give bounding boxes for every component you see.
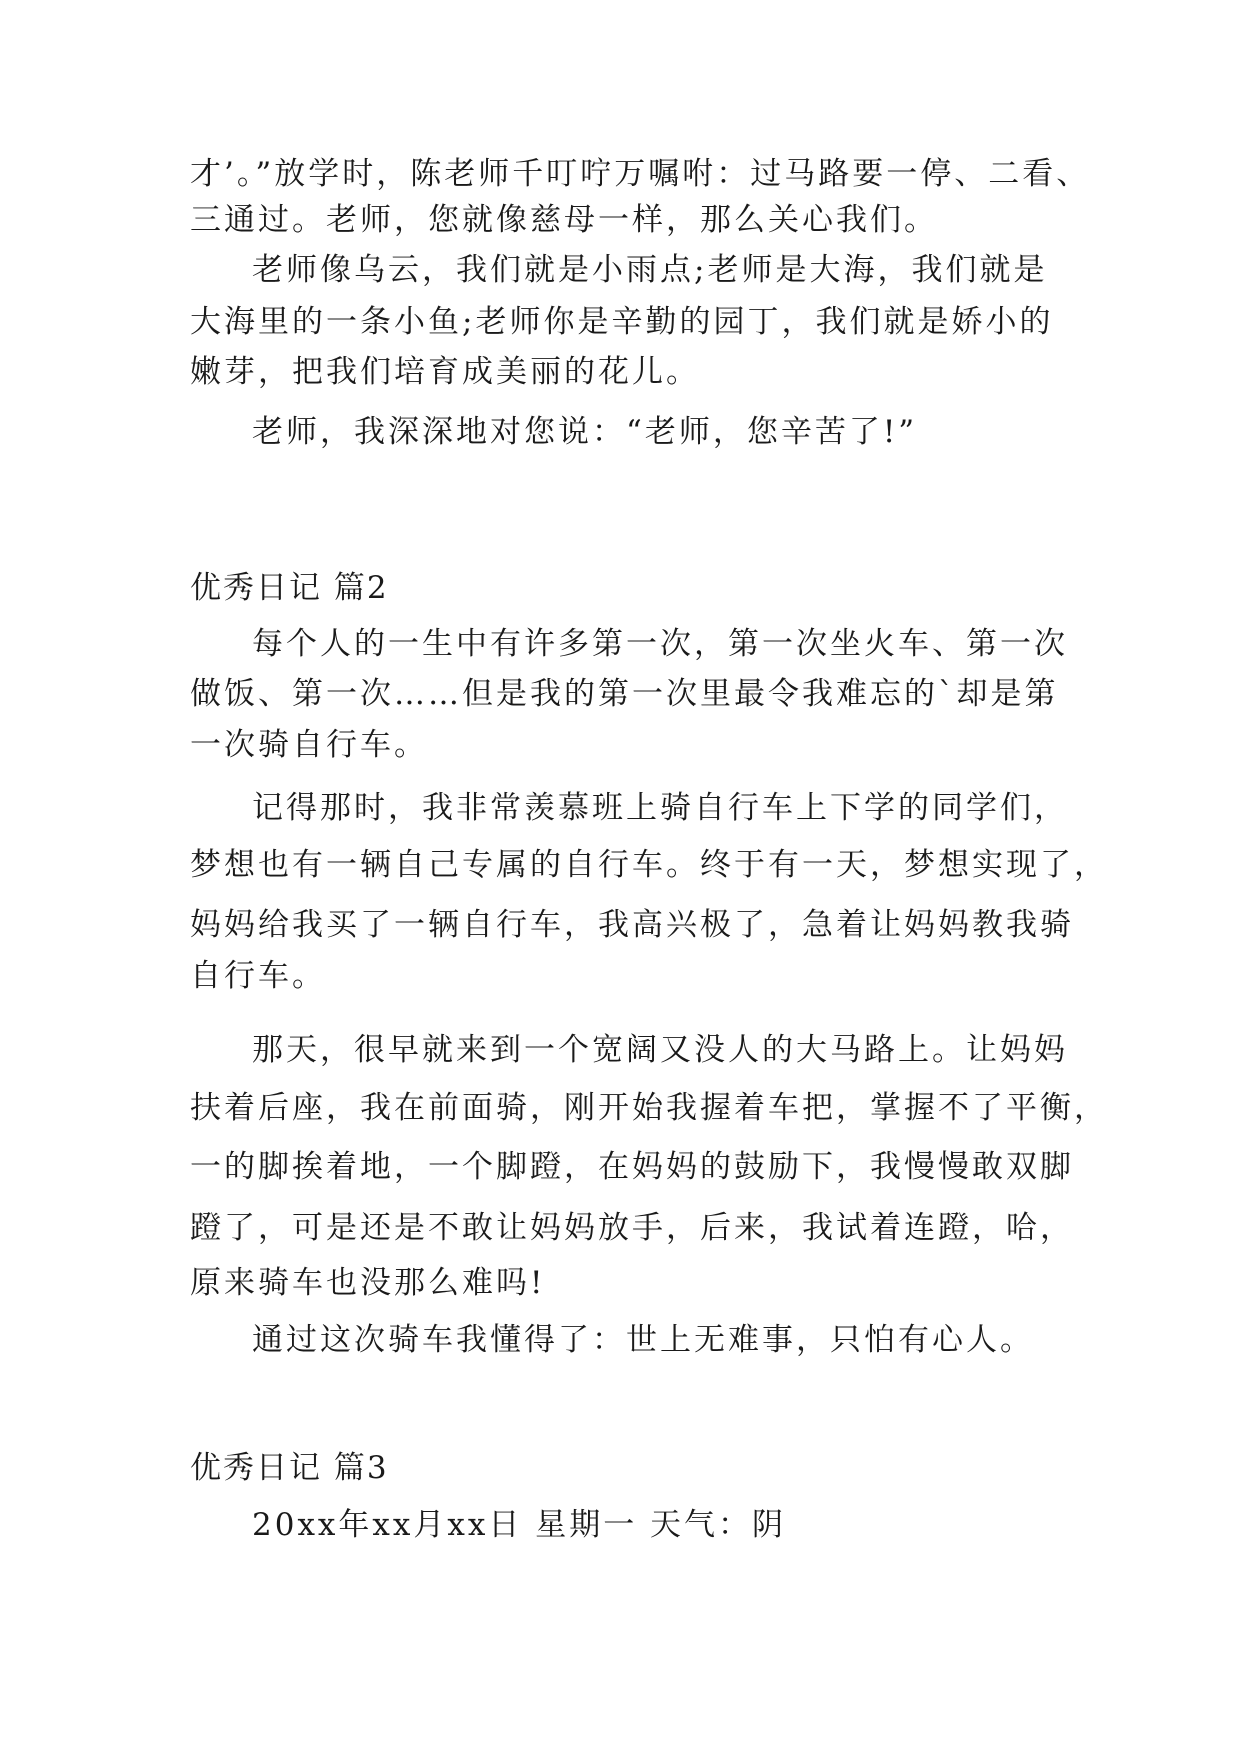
paragraph-line: 每个人的一生中有许多第一次，第一次坐火车、第一次 <box>252 626 1068 662</box>
paragraph-line: 才’。”放学时，陈老师千叮咛万嘱咐：过马路要一停、二看、 <box>190 156 1091 192</box>
paragraph-line: 通过这次骑车我懂得了：世上无难事，只怕有心人。 <box>252 1322 1034 1358</box>
paragraph-line: 梦想也有一辆自己专属的自行车。终于有一天，梦想实现了， <box>190 847 1108 883</box>
paragraph-line: 老师像乌云，我们就是小雨点;老师是大海，我们就是 <box>252 252 1048 288</box>
paragraph-line: 一的脚挨着地，一个脚蹬，在妈妈的鼓励下，我慢慢敢双脚 <box>190 1149 1074 1185</box>
paragraph-line: 扶着后座，我在前面骑，刚开始我握着车把，掌握不了平衡， <box>190 1090 1108 1126</box>
paragraph-line: 老师，我深深地对您说：“老师，您辛苦了!” <box>252 414 918 450</box>
section-heading: 优秀日记 篇3 <box>190 1450 389 1486</box>
paragraph-line: 自行车。 <box>190 958 326 994</box>
paragraph-line: 一次骑自行车。 <box>190 727 428 763</box>
paragraph-line: 大海里的一条小鱼;老师你是辛勤的园丁，我们就是娇小的 <box>190 304 1054 340</box>
paragraph-line: 20xx年xx月xx日 星期一 天气：阴 <box>252 1507 787 1543</box>
paragraph-line: 记得那时，我非常羡慕班上骑自行车上下学的同学们， <box>252 790 1068 826</box>
section-heading: 优秀日记 篇2 <box>190 570 389 606</box>
paragraph-line: 那天，很早就来到一个宽阔又没人的大马路上。让妈妈 <box>252 1032 1068 1068</box>
paragraph-line: 原来骑车也没那么难吗! <box>190 1265 546 1301</box>
paragraph-line: 做饭、第一次……但是我的第一次里最令我难忘的`却是第 <box>190 676 1059 712</box>
paragraph-line: 嫩芽，把我们培育成美丽的花儿。 <box>190 354 700 390</box>
paragraph-line: 妈妈给我买了一辆自行车，我高兴极了，急着让妈妈教我骑 <box>190 907 1074 943</box>
paragraph-line: 蹬了，可是还是不敢让妈妈放手，后来，我试着连蹬，哈， <box>190 1210 1074 1246</box>
paragraph-line: 三通过。老师，您就像慈母一样，那么关心我们。 <box>190 202 938 238</box>
